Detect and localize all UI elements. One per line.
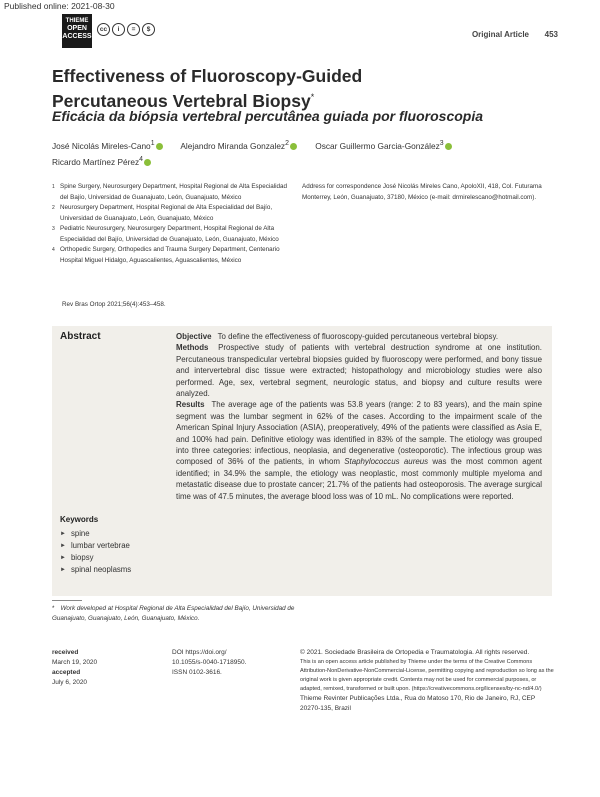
accepted-date: July 6, 2020	[52, 679, 88, 686]
keyword-item: ► spinal neoplasms	[60, 564, 131, 576]
received-label: received	[52, 649, 79, 656]
published-online-date: Published online: 2021-08-30	[4, 1, 115, 11]
doi-line[interactable]: DOI https://doi.org/	[172, 649, 227, 656]
nd-icon: =	[127, 23, 140, 36]
author[interactable]: Oscar Guillermo Garcia-González$^3$	[315, 141, 451, 151]
affiliation-item: 2 Neurosurgery Department, Hospital Regional de Alta Especialidad del Bajío, Universidad de Guanajuato, León, Guanajuato, México	[52, 204, 273, 222]
article-title	[52, 66, 362, 112]
publisher-address: Thieme Revinter Publicações Ltda., Rua do Matoso 170, Rio de Janeiro, RJ, CEP 20270-135, Brazil	[300, 695, 536, 712]
copyright-block	[300, 648, 555, 714]
correspondence-label: Address for correspondence	[302, 183, 382, 190]
footnote: * Work developed at Hospital Regional de Alta Especialidad del Bajío, Universidad de Guanajuato, Guanajuato, León, Guanajuato, México.	[52, 605, 295, 622]
thieme-open-access-logo	[62, 14, 92, 48]
correspondence-address	[302, 182, 542, 203]
nc-icon: $	[142, 23, 155, 36]
title-footnote-mark: *	[310, 92, 315, 102]
affiliation-item: 1 Spine Surgery, Neurosurgery Department, Hospital Regional de Alta Especialidad del Bajío, Universidad de Guanajuato, León, Guanajuato, México	[52, 183, 288, 201]
cc-icon: cc	[97, 23, 110, 36]
doi-block	[172, 648, 246, 678]
footnote-divider	[52, 600, 82, 601]
keyword-item: ► biopsy	[60, 552, 131, 564]
accepted-label: accepted	[52, 669, 81, 676]
issn: ISSN 0102-3616.	[172, 669, 222, 676]
orcid-icon[interactable]	[445, 143, 452, 150]
keyword-item: ► spine	[60, 528, 131, 540]
abstract-results: Results The average age of the patients was 53.8 years (range: 2 to 83 years), and the main spine segment was the lumbar segment in 62% of the cases. According to the impairment scale of the American Spinal Injury Association (ASIA), preoperatively, 49% of the patients were classified as Asia E, and 100% had pain. Definitive etiology was identified in 83% of the sample. The etiology was grouped into three categories: infectious, neoplasia, and degenerative (osteoporotic). The infectious group was composed of 36% of the patients, in whom Staphylococcus aureus was the most common agent identified; in 34.9% the sample, the etiology was neoplastic, most commonly multiple myeloma and metastatic disease due to prostate cancer; 21.7% of the patients had osteoporosis. The average surgical time was of 47.5 minutes, the average blood loss was of 10 mL. No complications were reported.	[176, 400, 542, 501]
abstract-methods: Methods Prospective study of patients with vertebral destruction syndrome at one institution. Percutaneous transpedicular vertebral biopsies guided by fluoroscopy were performed, and bony tissue and intervertebral disc tissue were extracted; histopathology and microbiology studies were also performed. Age, sex, vertebral segment, neurologic status, and biopsy and culture results were analyzed.	[176, 343, 542, 399]
title-line-2: Percutaneous Vertebral Biopsy*	[52, 90, 315, 111]
author-list	[52, 137, 552, 169]
affiliations	[52, 182, 292, 266]
received-accepted-dates	[52, 648, 97, 688]
orcid-icon[interactable]	[144, 159, 151, 166]
keywords-heading: Keywords	[60, 515, 99, 524]
author[interactable]: José Nicolás Mireles-Cano$^1$	[52, 141, 163, 151]
copyright-main: © 2021. Sociedade Brasileira de Ortopedia e Traumatologia. All rights reserved.	[300, 649, 530, 656]
doi-number[interactable]: 10.1055/s-0040-1718950.	[172, 659, 247, 666]
by-icon: i	[112, 23, 125, 36]
affiliation-item: 4 Orthopedic Surgery, Orthopedics and Trauma Surgery Department, Centenario Hospital Miguel Hidalgo, Aguascalientes, Aguascalientes, México	[52, 246, 280, 264]
keyword-item: ► lumbar vertebrae	[60, 540, 131, 552]
citation: Rev Bras Ortop 2021;56(4):453–458.	[62, 301, 166, 308]
logo-line-1: THIEME	[65, 18, 89, 24]
keywords-list	[60, 528, 131, 576]
page-number: 453	[544, 30, 558, 39]
abstract-body	[176, 331, 542, 502]
title-line-1: Effectiveness of Fluoroscopy-Guided	[52, 66, 363, 86]
article-subtitle: Eficácia da biópsia vertebral percutânea guiada por fluoroscopia	[52, 108, 484, 124]
article-type: Original Article	[471, 30, 529, 39]
author[interactable]: Alejandro Miranda Gonzalez$^2$	[180, 141, 297, 151]
author[interactable]: Ricardo Martínez Pérez$^4$	[52, 157, 151, 167]
abstract-heading: Abstract	[60, 331, 101, 342]
correspondence-text: José Nicolás Mireles Cano, ApoloXII, 418, Col. Futurama Monterrey, León, Guanajuato, 37180, México (e-mail: drmirelescano@hotmail.com).	[302, 183, 542, 201]
open-access-license: This is an open access article published by Thieme under the terms of the Creative Commons Attribution-NonDerivative-NonCommercial-License, permitting copying and reproduction so long as the original work is given appropriate credit. Contents may not be used for commercial purposes, or adapted, remixed, transformed or built upon. (https://creativecommons.org/licenses/by-nc-nd/4.0/)	[300, 659, 554, 692]
received-date: March 19, 2020	[52, 659, 98, 666]
orcid-icon[interactable]	[290, 143, 297, 150]
abstract-objective: Objective To define the effectiveness of fluoroscopy-guided percutaneous vertebral biopsy.	[176, 332, 499, 341]
orcid-icon[interactable]	[156, 143, 163, 150]
creative-commons-icons	[97, 23, 155, 36]
logo-line-3: ACCESS	[62, 33, 92, 40]
logo-line-2: OPEN	[67, 25, 87, 32]
affiliation-item: 3 Pediatric Neurosurgery, Neurosurgery Department, Hospital Regional de Alta Especialidad del Bajío, Universidad de Guanajuato, León, Guanajuato, México	[52, 225, 279, 243]
